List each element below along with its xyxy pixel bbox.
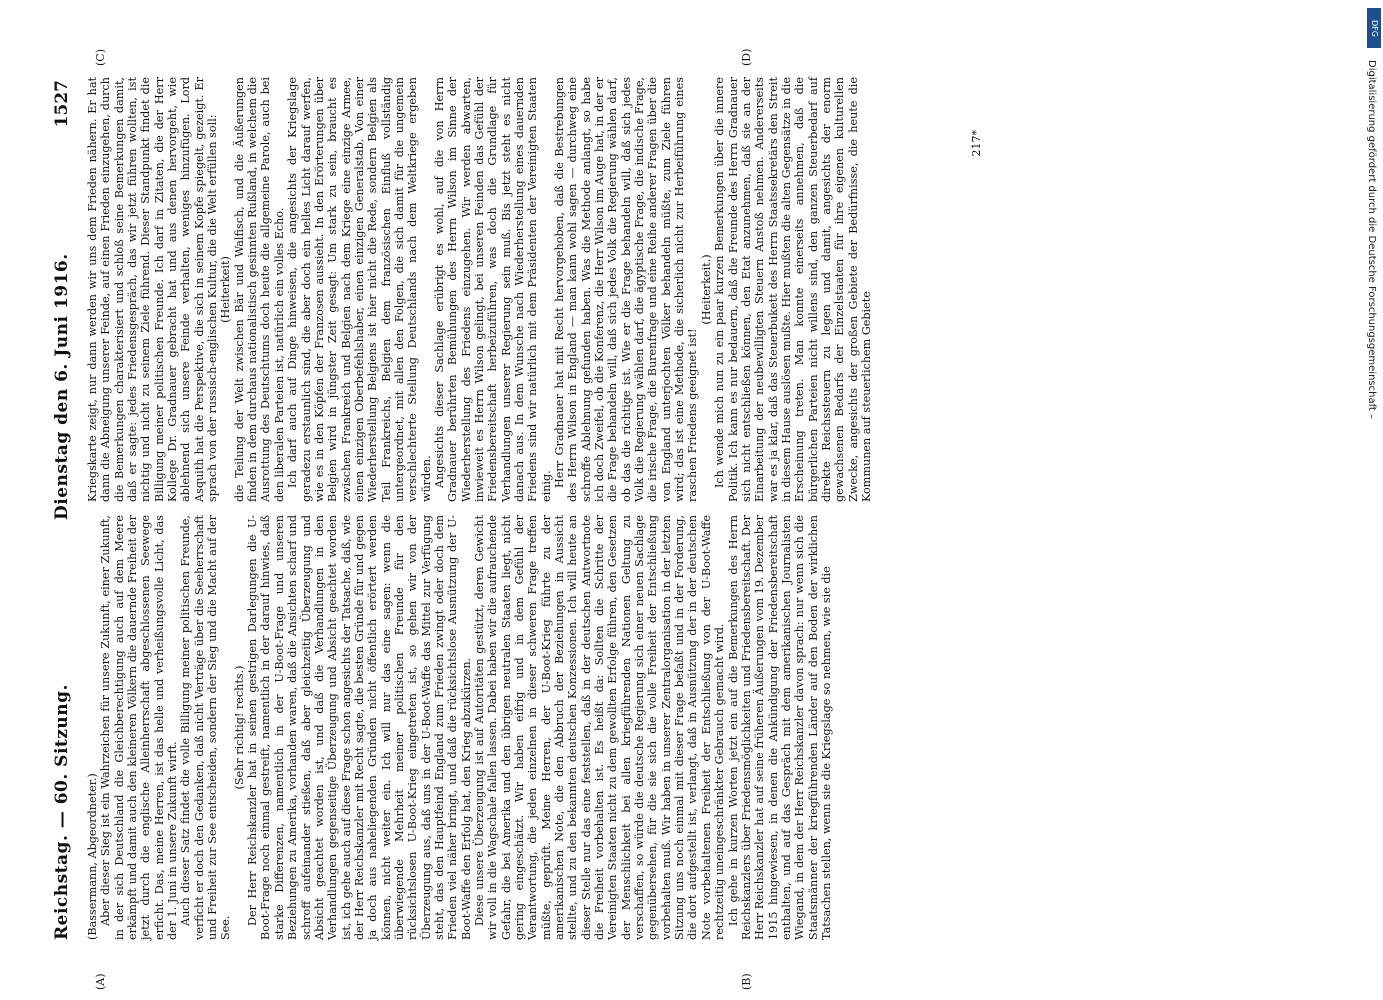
header-date: Dienstag den 6. Juni 1916. [52,253,72,520]
interjection: (Heiterkeit.) [699,254,713,325]
paragraph: Angesichts dieser Sachlage erübrigt es wohl, auf die von Herrn Gradnauer berührten Bemühungen des Herrn Wilson im Sinne der Wiederherstellung des Friedens einzugehen. Wir werden abwarten, inwieweit es Herrn Wilson gelingt, bei unseren Feinden das Gefühl der Friedensbereitschaft herbeizuführen, was doch die Grundlage für Verhandlungen unserer Regierung sein muß. Bis jetzt steht es nicht danach aus. In dem Wunsche nach Wiederherstellung eines dauernden Friedens sind wir natürlich mit dem Präsidenten der Vereinigten Staaten einig. [432,77,553,502]
right-column [86,77,873,502]
margin-marker-a: (A) [94,973,107,990]
paragraph: (Bassermann, Abgeordneter.) [86,773,99,940]
paragraph: Der Herr Reichskanzler hat in seinen gestrigen Darlegungen die U-Boot-Frage noch einmal gestreift, namentlich in der darauf hinwies, daß starke Differenzen, namentlich in der U-Boot-Frage und unseren Beziehungen zu Amerika, vorhanden waren, daß die Ansichten scharf und schroff aufeinander stießen, daß aber gleichzeitig Überzeugung und Absicht geachtet worden ist, und daß die Verhandlungen in den Verhandlungen gegenseitige Überzeugung und Absicht geachtet worden ist, ich gehe auch auf diese Frage schon angesichts der Tatsache, daß, wie der Herr Reichskanzler mit Recht sagte, die besten Gründe für und gegen ja doch aus naheliegenden Gründen nicht öffentlich erörtert werden können, nicht weiter ein. Ich will nur das eine sagen: wenn die überwiegende Mehrheit meiner politischen Freunde für den rücksichtslosen U-Boot-Krieg eingetreten ist, so gehen wir von der Überzeugung aus, daß uns in der U-Boot-Waffe das Mittel zur Verfügung steht, das den Hauptfeind England zum Frieden zwingt oder doch dem Frieden viel näher bringt, und daß die rücksichtslose Ausnützung der U-Boot-Waffe den Erfolg hat, den Krieg abzukürzen. [246,515,473,940]
margin-marker-d: (D) [740,48,753,66]
paragraph: die Teilung der Welt zwischen Bär und Walfisch, und die Äußerungen finden in dem durchaus nationalistisch gesinnten Rußland, in welchem die Ausrottung des Deutschtums doch heute die allgemeine Parole, auch bei den liberalen Parteien ist, natürlich ein volles Echo. [232,77,286,502]
header-left: Reichstag. — 60. Sitzung. [52,684,72,940]
paragraph: Ich gehe in kurzen Worten jetzt ein auf die Bemerkungen des Herrn Reichskanzlers über Friedensmöglichkeiten und Friedensbereitschaft. Der Herr Reichskanzler hat auf seine früheren Äußerungen vom 19. Dezember 1915 hingewiesen, in denen die Ankündigung der Friedensbereitschaft enthalten, und auf das Gespräch mit dem amerikanischen Journalisten Wiegand, in dem der Herr Reichskanzler davon sprach: nur wenn sich die Staatsmänner der kriegführenden Länder auf den Boden der wirklichen Tatsachen stellen, wenn sie die Kriegslage so nehmen, wie sie die [726,515,833,940]
margin-marker-b: (B) [740,973,753,990]
paragraph: Aber dieser Sieg ist ein Wahrzeichen für unsere Zukunft, einer Zukunft, in der sich Deutschland die Gleichberechtigung auch auf dem Meere erkämpft und damit auch den kleineren Völkern die dauernde Freiheit der jetzt durch die englische Alleinherrschaft abgeschlossenen Seewege erficht. Das, meine Herren, ist das helle und verheißungsvolle Licht, das der 1. Juni in unsere Zukunft wirft. [99,515,180,940]
paragraph: Herr Gradnauer hat mit Recht hervorgehoben, daß die Bestrebungen des Herrn Wilson in England — man kann wohl sagen — durchweg eine schroffe Ablehnung gefunden haben. Was die Methode anlangt, so habe ich doch Zweifel, ob die Konferenz, die Herr Wilson im Auge hat, in der er die Frage behandeln will, daß sich jedes Volk die Regierung wählen darf, ob das die richtige ist. Wie er die Frage behandeln will, daß sich jedes Volk die Regierung wählen darf, die ägyptische Frage, die indische Frage, die irische Frage, die Burenfrage und eine Reihe anderer Fragen über die von England unterjochten Völker behandeln müßte, zum Ziele führen wird; das ist eine Methode, die sicherlich nicht zur Herbeiführung eines raschen Friedens geeignet ist! [553,77,700,502]
interjection: (Heiterkeit) [219,256,233,323]
interjection: (Sehr richtig! rechts.) [232,665,246,790]
paragraph: Kriegskarte zeigt, nur dann werden wir uns dem Frieden nähern. Er hat dann die Abneigung unserer Feinde, auf einen Frieden einzugehen, durch die Bemerkungen charakterisiert und schloß seine Bemerkungen damit, daß er sagte: jedes Friedensgespräch, das wir jetzt führen wollten, ist nichtig und nicht zu seinem Ziele führend. Dieser Standpunkt findet die Billigung meiner politischen Freunde. Ich darf in Zitaten, die der Herr Kollege Dr. Gradnauer gebracht hat und aus denen hervorgeht, wie ablehnend sich unsere Feinde verhalten, weniges hinzufügen. Lord Asquith hat die Perspektive, die sich in seinem Kopfe spiegelt, gezeigt. Er sprach von der russisch-englischen Kultur, die die Welt erfüllen soll: [86,77,220,502]
page-number: 1527 [52,80,72,128]
dfg-logo: DFG [1367,8,1381,48]
paragraph: Ich darf auch auf Dinge hinweisen, die angesichts der Kriegslage geradezu erstaunlich sind, die aber doch ein helles Licht darauf werfen, wie es in den Köpfen der Franzosen aussieht. In den Erörterungen über Belgien wird in jüngster Zeit gesagt: Um stark zu sein, braucht es zwischen Frankreich und Belgien nach dem Kriege eine einzige Armee, einen einzigen Oberbefehlshaber, einen einzigen Generalstab. Von einer Wiederherstellung Belgiens ist hier nicht die Rede, sondern Belgien als Teil Frankreichs, Belgien dem französischen Einfluß vollständig untergeordnet, mit allen den Folgen, die sich damit für die ungemein verschlechterte Stellung Deutschlands nach dem Weltkriege ergeben würden. [286,77,433,502]
left-column [86,515,833,940]
margin-marker-c: (C) [94,49,107,66]
paragraph: Auch dieser Satz findet die volle Billigung meiner politischen Freunde, verficht er doch den Gedanken, daß nicht Verträge über die Seeherrschaft und Freiheit zur See entscheiden, sondern der Sieg und die Macht auf der See. [179,515,233,940]
paragraph: Diese unsere Überzeugung ist auf Autoritäten gestützt, deren Gewicht wir voll in die Wagschale fallen lassen. Dabei haben wir die aufrauchende Gefahr, die bei Amerika und den übrigen neutralen Staaten liegt, nicht gering eingeschätzt. Wir haben eifrig und in dem Gefühl der Verantwortung, die jeden einzelnen in dieser schweren Frage treffen müßte, geprüft. Meine Herren, der U-Boot-Krieg führte zu der amerikanischen Note, die den Abbruch der Beziehungen in Aussicht stellte, und zu den bekannten deutschen Konzessionen. Ich will heute an dieser Stelle nur das eine feststellen, daß in der deutschen Antwortnote die Freiheit vorbehalten ist. Es heißt da: Sollten die Schritte der Vereinigten Staaten nicht zu dem gewollten Erfolge führen, den Gesetzen der Menschlichkeit bei allen kriegführenden Nationen Geltung zu verschaffen, so würde die deutsche Regierung sich einer neuen Sachlage gegenübersehen, für die sie sich die volle Freiheit der Entschließung vorbehalten muß. Wir haben in unserer Zentralorganisation in der letzten Sitzung uns noch einmal mit dieser Frage befaßt und in der Forderung, die dort aufgestellt ist, verlangt, daß in Ausnützung der in der deutschen Note vorbehaltenen Freiheit der Entschließung von der U-Boot-Waffe rechtzeitig uneingeschränkter Gebrauch gemacht wird. [472,515,727,940]
digitization-credit: Digitalisierung gefördert durch die Deutsche Forschungsgemeinschaft – [1366,60,1377,420]
paragraph: Ich wende mich nun zu ein paar kurzen Bemerkungen über die innere Politik. Ich kann es nur bedauern, daß die Freunde des Herrn Gradnauer sich nicht entschließen können, den Etat anzunehmen, daß sie an der Einarbeitung der neubewilligten Steuern Anstoß nehmen. Andererseits war es ja klar, daß das Steuerbukett des Herrn Staatssekretärs den Streit in diesem Hause auslösen mußte. Hier mußten die alten Gegensätze in die Erscheinung treten. Man konnte einerseits annehmen, daß die bürgerlichen Parteien nicht willens sind, den ganzen Steuerbedarf auf direkte Reichssteuern zu legen und damit, angesichts der enorm gewachsenen Bedarfs der Einzelstaaten für ihre eigenen kulturellen Zwecke, angesichts der großen Gebiete der Bedürfnisse, die heute die Kommunen auf steuerlichem Gebiete [713,77,873,502]
signature-mark: 217* [970,130,983,157]
rotated-page [50,48,1360,990]
page-header [52,80,82,940]
